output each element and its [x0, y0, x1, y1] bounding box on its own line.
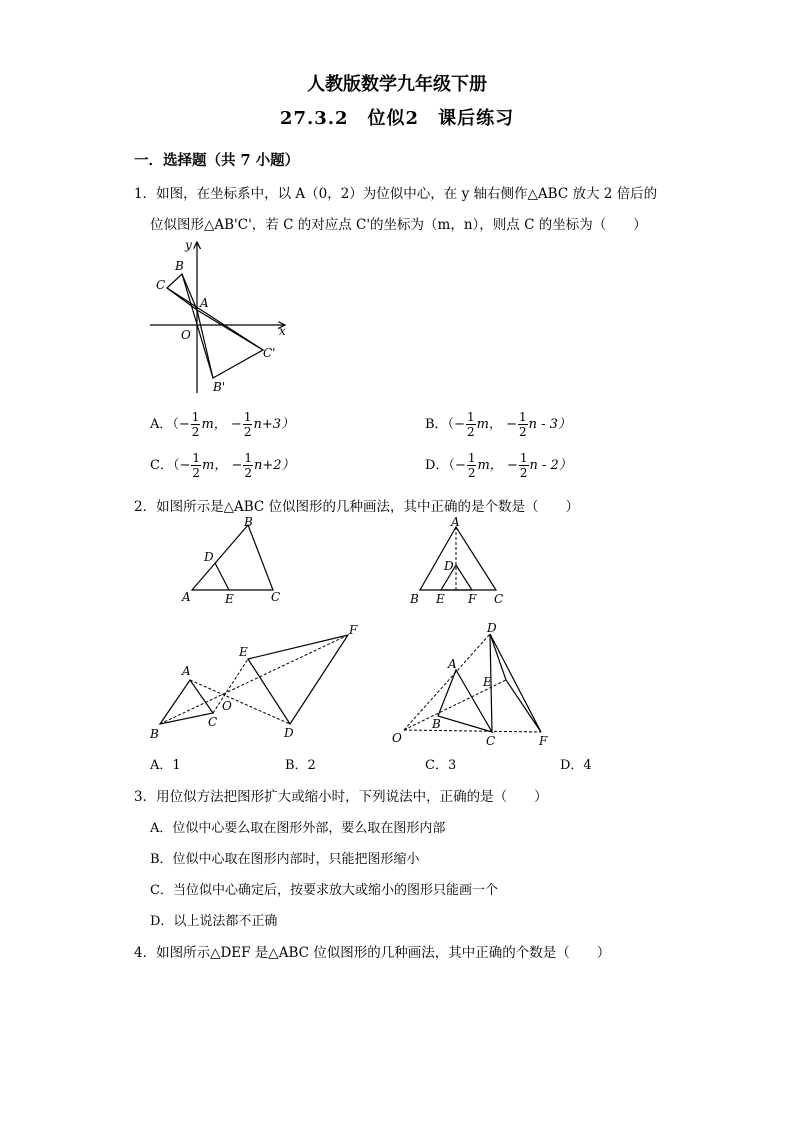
label-e: E: [436, 592, 445, 606]
label-c: C: [486, 734, 496, 748]
q3-line-1: 3．用位似方法把图形扩大或缩小时，下列说法中，正确的是（ ）: [134, 789, 548, 805]
label-c: C: [208, 715, 218, 729]
label-a: A: [451, 515, 460, 529]
label-y: y: [185, 238, 192, 252]
q2-option-b[interactable]: B．2: [285, 758, 316, 773]
q3-option-c[interactable]: C．当位似中心确定后，按要求放大或缩小的图形只能画一个: [150, 883, 498, 898]
label-c: C: [156, 278, 166, 292]
q2-option-c[interactable]: C．3: [425, 758, 457, 773]
section-heading: 一．选择题（共 7 小题）: [134, 152, 300, 169]
q3-option-b[interactable]: B．位似中心取在图形内部时，只能把图形缩小: [150, 852, 420, 867]
q3-option-a[interactable]: A．位似中心要么取在图形外部，要么取在图形内部: [150, 821, 446, 836]
label-e: E: [225, 592, 234, 606]
label-e: E: [239, 645, 248, 659]
q2-figure-1: [178, 515, 288, 607]
q2-line-1: 2．如图所示是△ABC 位似图形的几种画法，其中正确的是个数是（ ）: [134, 499, 580, 515]
label-c: C: [271, 590, 281, 604]
label-d: D: [204, 550, 214, 564]
label-f: F: [539, 734, 548, 748]
q2-option-d[interactable]: D．4: [560, 758, 592, 773]
label-d: D: [487, 621, 497, 635]
q1-coordinate-figure: [145, 236, 295, 396]
document-title: 人教版数学九年级下册: [307, 74, 487, 95]
q2-figure-3: [146, 620, 368, 742]
label-o: O: [392, 731, 402, 745]
q1-line-1: 1．如图，在坐标系中，以 A（0，2）为位似中心，在 y 轴右侧作△ABC 放大 2 倍后的: [134, 186, 658, 202]
label-a: A: [448, 657, 457, 671]
label-b: B: [432, 717, 441, 731]
q2-figure-4: [386, 620, 556, 748]
label-d: D: [444, 559, 454, 573]
label-c: C: [494, 592, 504, 606]
label-e: E: [483, 675, 492, 689]
label-b: B: [244, 515, 253, 529]
q1-option-d[interactable]: D．（− $\frac{1}{2}$ m， − $\frac{1}{2}$ n - 2）: [425, 451, 572, 480]
label-b: B: [175, 259, 184, 273]
label-f: F: [349, 623, 358, 637]
label-a: A: [182, 664, 191, 678]
q2-figure-2: [406, 515, 512, 607]
q1-option-c[interactable]: C．（− $\frac{1}{2}$ m， − $\frac{1}{2}$ n+2）: [150, 451, 295, 480]
q1-option-b[interactable]: B．（− $\frac{1}{2}$ m， − $\frac{1}{2}$ n - 3）: [425, 410, 571, 439]
label-d: D: [284, 726, 294, 740]
label-b: B: [410, 592, 419, 606]
q4-line-1: 4．如图所示△DEF 是△ABC 位似图形的几种画法，其中正确的个数是（ ）: [134, 945, 611, 961]
label-f: F: [468, 592, 477, 606]
label-o: O: [222, 699, 232, 713]
q1-line-2: 位似图形△AB'C'，若 C 的对应点 C'的坐标为（m，n），则点 C 的坐标为（ ）: [150, 217, 647, 233]
label-x: x: [279, 324, 286, 338]
label-b-prime: B': [213, 380, 226, 394]
q2-option-a[interactable]: A．1: [150, 758, 181, 773]
label-b: B: [150, 727, 159, 741]
label-a: A: [200, 296, 209, 310]
q3-option-d[interactable]: D．以上说法都不正确: [150, 914, 278, 929]
label-o: O: [181, 328, 191, 342]
q1-option-a[interactable]: A．（− $\frac{1}{2}$ m， − $\frac{1}{2}$ n+3）: [150, 410, 294, 439]
document-subtitle: 27.3.2 位似2 课后练习: [279, 108, 515, 129]
label-a: A: [182, 590, 191, 604]
label-c-prime: C': [263, 346, 276, 360]
